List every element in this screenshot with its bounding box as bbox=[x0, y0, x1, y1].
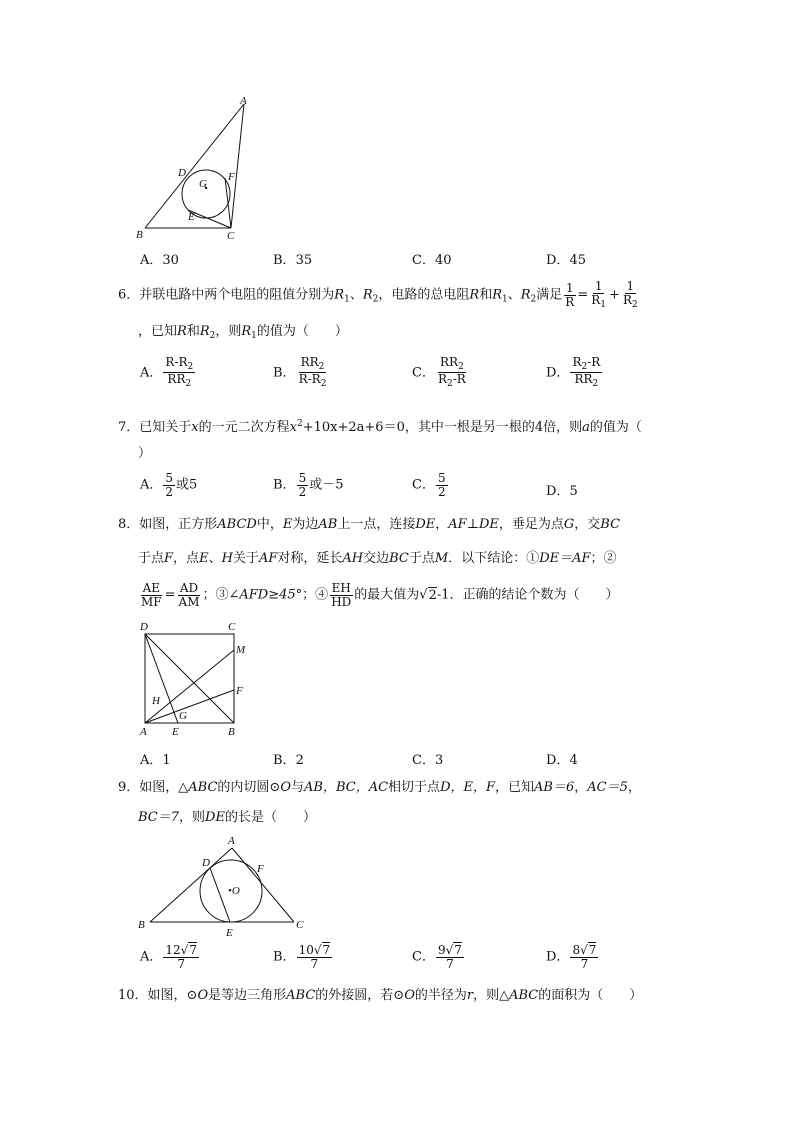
q6-formula-r2: $\frac{1}{R_2}$ bbox=[622, 279, 638, 310]
q8-stem-line1: 8．如图，正方形ABCD中，E为边AB上一点，连接DE，AF⊥DE，垂足为点G，交BC bbox=[118, 517, 621, 532]
q8-stem-line3: $\frac{AE}{MF}$ = $\frac{AD}{AM}$ ；③∠AFD≥45°；④ $\frac{EH}{HD}$ 的最大值为√2-1．正确的结论个数为（ ） bbox=[141, 581, 619, 609]
q7-option-d[interactable]: D．5 bbox=[546, 484, 578, 499]
fig9-label-E: E bbox=[226, 927, 233, 939]
fig9-label-A: A bbox=[228, 835, 235, 847]
fig8-label-C: C bbox=[228, 621, 236, 633]
q7-option-c[interactable]: C． $\frac{5}{2}$ bbox=[412, 471, 446, 499]
fig5-label-F: F bbox=[228, 171, 235, 183]
q9-figure bbox=[136, 830, 316, 940]
fig9-label-O: •O bbox=[228, 885, 240, 897]
fig8-label-H: H bbox=[152, 695, 160, 707]
q10-stem-line1: 10．如图，⊙O是等边三角形ABC的外接圆，若⊙O的半径为r，则△ABC的面积为（ ） bbox=[118, 988, 643, 1003]
q8-option-c[interactable]: C．3 bbox=[412, 753, 444, 768]
q6-option-d[interactable]: D． $\frac{R_2-R}{RR_2}$ bbox=[546, 355, 601, 390]
fig5-label-G: G bbox=[199, 178, 207, 190]
q9-option-a[interactable]: A． $\frac{12√7}{7}$ bbox=[140, 943, 197, 971]
q6-option-a[interactable]: A． $\frac{R-R_2}{RR_2}$ bbox=[140, 355, 194, 390]
q7-stem-line2: ） bbox=[138, 446, 152, 461]
q6-formula-lhs: $\frac{1}{R}$ bbox=[565, 280, 575, 309]
fig5-label-D: D bbox=[178, 167, 186, 179]
q6-option-c[interactable]: C． $\frac{RR_2}{R_2-R}$ bbox=[412, 355, 466, 390]
q6-formula-r1: $\frac{1}{R_1}$ bbox=[591, 279, 607, 310]
q9-option-c[interactable]: C． $\frac{9√7}{7}$ bbox=[412, 943, 462, 971]
fig9-label-C: C bbox=[296, 919, 304, 931]
fig5-label-E: E bbox=[188, 211, 195, 223]
q8-stem-line2: 于点F，点E、H关于AF对称，延长AH交边BC于点M．以下结论：①DE＝AF；② bbox=[138, 551, 617, 566]
fig5-label-C: C bbox=[227, 230, 235, 241]
q6-stem-line1: 6．并联电路中两个电阻的阻值分别为$R_1$、$R_2$，电路的总电阻R和$R_1$、$R_2$满足 $\frac{1}{R}$ = $\frac{1}{R_1}$ + $\frac{1}{R_2}$ bbox=[118, 279, 638, 310]
q7-option-b[interactable]: B． $\frac{5}{2}$ 或－5 bbox=[273, 471, 344, 499]
q9-option-d[interactable]: D． $\frac{8√7}{7}$ bbox=[546, 943, 597, 971]
q8-option-b[interactable]: B．2 bbox=[273, 753, 304, 768]
fig8-label-A: A bbox=[140, 726, 147, 738]
q9-option-b[interactable]: B． $\frac{10√7}{7}$ bbox=[273, 943, 331, 971]
q7-stem-line1: 7．已知关于x的一元二次方程$x^2+10x+2a+6=0$，其中一根是另一根的4倍，则a的值为（ bbox=[118, 419, 642, 435]
q5-option-c[interactable]: C．40 bbox=[412, 253, 452, 268]
fig8-label-D: D bbox=[140, 621, 148, 633]
q8-figure bbox=[136, 618, 266, 738]
q8-option-a[interactable]: A．1 bbox=[140, 753, 171, 768]
q9-stem-line2: BC＝7，则DE的长是（ ） bbox=[138, 810, 316, 825]
fig5-label-A: A bbox=[240, 96, 247, 107]
fig9-label-B: B bbox=[138, 919, 145, 931]
q9-stem-line1: 9．如图，△ABC的内切圆⊙O与AB，BC，AC相切于点D，E，F，已知AB＝6，AC＝5， bbox=[118, 780, 641, 795]
q5-option-b[interactable]: B．35 bbox=[273, 253, 313, 268]
q5-option-a[interactable]: A．30 bbox=[140, 253, 179, 268]
q6-option-b[interactable]: B． $\frac{RR_2}{R-R_2}$ bbox=[273, 355, 327, 390]
fig9-label-D: D bbox=[202, 857, 210, 869]
q8-option-d[interactable]: D．4 bbox=[546, 753, 578, 768]
fig8-label-E: E bbox=[172, 726, 179, 738]
fig8-label-B: B bbox=[228, 726, 235, 738]
q6-stem-line2: ，已知R和$R_2$，则$R_1$的值为（ ） bbox=[138, 324, 348, 341]
fig8-label-G: G bbox=[179, 710, 187, 722]
fig8-label-M: M bbox=[236, 644, 246, 656]
fig8-label-F: F bbox=[236, 685, 243, 697]
fig5-label-B: B bbox=[136, 229, 143, 241]
fig9-label-F: F bbox=[257, 863, 264, 875]
q5-option-d[interactable]: D．45 bbox=[546, 253, 586, 268]
q7-option-a[interactable]: A． $\frac{5}{2}$ 或5 bbox=[140, 471, 198, 499]
q5-figure bbox=[132, 96, 282, 241]
